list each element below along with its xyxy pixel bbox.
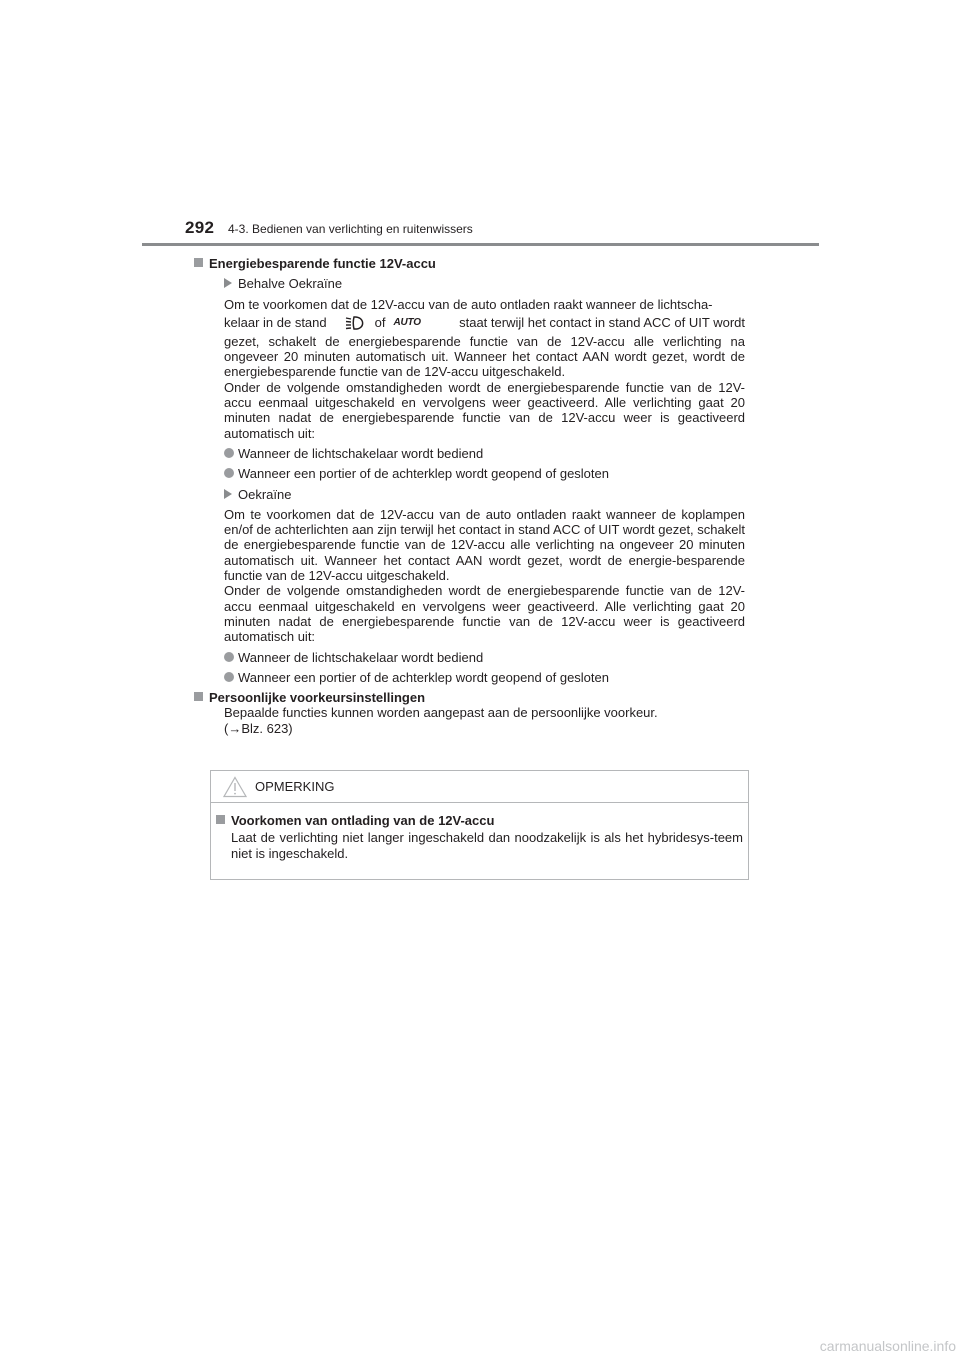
triangle-marker-icon [224, 278, 232, 288]
paragraph-sub2-body2: Onder de volgende omstandigheden wordt de energiebesparende functie van de 12V-accu eenmaal uitgeschakeld en vervolgens weer geactiveerd. Alle verlichting gaat 20 minuten nadat de energiebesparende functie van de 12V-accu weer is geactiveerd automatisch uit: [224, 583, 745, 645]
square-bullet-icon [216, 815, 225, 824]
headlamp-icon [345, 315, 367, 331]
list-item: Wanneer een portier of de achterklep wordt geopend of gesloten [209, 670, 745, 685]
notice-header [211, 771, 748, 803]
paragraph-intro-a: Om te voorkomen dat de 12V-accu van de auto ontladen raakt wanneer de lichtscha- [224, 296, 713, 312]
intro-c-text: staat terwijl het contact in stand ACC of UIT wordt [459, 315, 745, 331]
paragraph-sub1-body: gezet, schakelt de energiebesparende functie van de 12V-accu alle verlichting na ongeveer 20 minuten automatisch uit. Wanneer het contact AAN wordt gezet, wordt de energiebesparende functie van de 12V-accu uitgeschakeld. [224, 333, 745, 380]
page-number: 292 [185, 218, 215, 237]
notice-paragraph: Laat de verlichting niet langer ingeschakeld dan noodzakelijk is als het hybridesys-teem niet is ingeschakeld. [231, 830, 743, 861]
watermark-text: carmanualsonline.info [819, 1338, 956, 1354]
paragraph-preferences: Bepaalde functies kunnen worden aangepast aan de persoonlijke voorkeur. [224, 705, 658, 721]
round-bullet-icon [224, 468, 234, 478]
round-bullet-icon [224, 652, 234, 662]
warning-triangle-icon [223, 776, 247, 798]
intro-b-text: kelaar in de stand [224, 315, 327, 331]
section-title: 4-3. Bedienen van verlichting en ruitenwissers [228, 222, 473, 236]
subsection-label-ukraine: Oekraïne [209, 487, 745, 502]
paragraph-sub2-body: Om te voorkomen dat de 12V-accu van de auto ontladen raakt wanneer de koplampen en/of de achterlichten aan zijn terwijl het contact in stand ACC of UIT wordt gezet, schakelt de energiebesparende functie van de 12V-accu alle verlichting na ongeveer 20 minuten automatisch uit. Wanneer het contact AAN wordt gezet, wordt de energie-besparende functie van de 12V-accu uitgeschakeld. [224, 506, 745, 584]
list-item: Wanneer de lichtschakelaar wordt bediend [209, 650, 745, 665]
list-item: Wanneer de lichtschakelaar wordt bediend [209, 446, 745, 461]
auto-icon: AUTO [393, 317, 421, 329]
paragraph-intro-icons [209, 313, 745, 333]
section-heading-preferences: Persoonlijke voorkeursinstellingen [194, 690, 745, 705]
notice-body [216, 813, 743, 861]
round-bullet-icon [224, 448, 234, 458]
subsection-label-not-ukraine: Behalve Oekraïne [209, 276, 745, 291]
notice-title: OPMERKING [255, 779, 335, 794]
square-bullet-icon [194, 258, 203, 267]
triangle-marker-icon [224, 489, 232, 499]
notice-heading: Voorkomen van ontlading van de 12V-accu [216, 813, 743, 828]
notice-box [210, 770, 749, 880]
round-bullet-icon [224, 672, 234, 682]
header-rule [142, 243, 819, 246]
list-item: Wanneer een portier of de achterklep wordt geopend of gesloten [209, 466, 745, 481]
section-heading-energy: Energiebesparende functie 12V-accu [194, 256, 745, 271]
intro-of-text: of [374, 315, 386, 331]
page-content [209, 256, 745, 736]
page-reference-link[interactable]: (→Blz. 623) [224, 720, 293, 736]
paragraph-sub1-body2: Onder de volgende omstandigheden wordt de energiebesparende functie van de 12V-accu eenmaal uitgeschakeld en vervolgens weer geactiveerd. Alle verlichting gaat 20 minuten nadat de energiebesparende functie van de 12V-accu weer is geactiveerd automatisch uit: [224, 379, 745, 441]
square-bullet-icon [194, 692, 203, 701]
